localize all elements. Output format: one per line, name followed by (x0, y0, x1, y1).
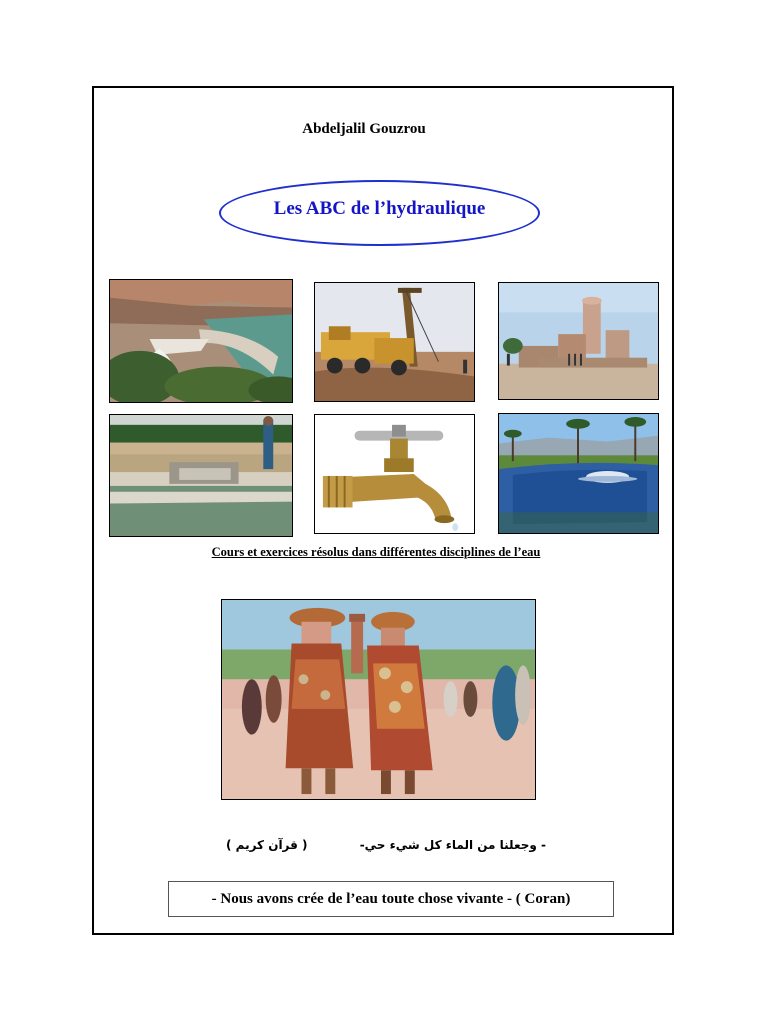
title-oval (219, 180, 540, 246)
fountain-pond-photo (498, 413, 659, 534)
water-tap-photo (314, 414, 475, 534)
document-title: Les ABC de l’hydraulique (273, 198, 486, 219)
arabic-verse-text: - وجعلنا من الماء كل شيء حي- (359, 838, 546, 852)
french-verse-box (168, 881, 614, 917)
author-name: Abdeljalil Gouzrou (302, 121, 426, 137)
canal-photo (109, 414, 293, 537)
french-verse-text: - Nous avons crée de l’eau toute chose vivante - ( Coran) (211, 890, 571, 907)
water-tower-photo (498, 282, 659, 400)
dam-photo (109, 279, 293, 403)
drilling-rig-photo (314, 282, 475, 402)
arabic-quran-line (226, 838, 546, 858)
arabic-verse-source: ( قرآن كريم ) (226, 838, 308, 852)
document-subtitle: Cours et exercices résolus dans différentes disciplines de l’eau (211, 545, 541, 559)
water-sellers-photo (221, 599, 536, 800)
